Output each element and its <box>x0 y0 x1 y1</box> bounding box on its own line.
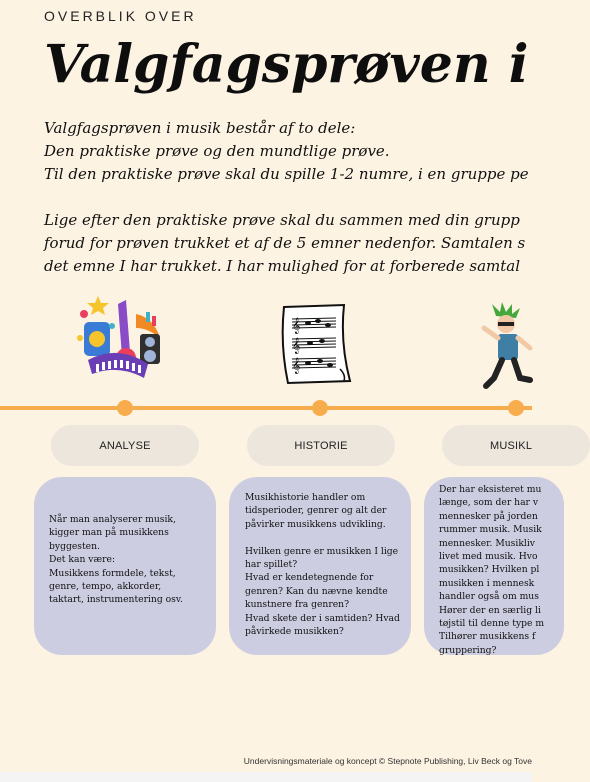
intro-line: Valgfagsprøven i musik består af to dele: <box>44 119 356 137</box>
timeline-dot <box>508 400 524 416</box>
intro-line: Lige efter den praktiske prøve skal du sammen med din grupp <box>44 211 520 229</box>
intro-line: det emne I har trukket. I har mulighed for at forberede samtal <box>44 257 521 275</box>
footer-credit: Undervisningsmateriale og koncept © Stepnote Publishing, Liv Beck og Tove <box>243 756 532 766</box>
page-eyebrow: OVERBLIK OVER <box>44 8 197 24</box>
topic-card-analyse <box>34 477 216 655</box>
topic-card-text: Der har eksisteret mu længe, som der har v mennesker på jorden rummer musik. Musik mennesker. Musikliv livet med musik. Hvo musikken? Hvilken pl musikken i mennesk handler også om mus Hører der en særlig li tøjstil til denne type m Tilhører musikkens f gruppering? <box>439 484 545 656</box>
topic-card-musikliv <box>424 477 564 655</box>
music-instruments-collage-icon <box>74 294 168 384</box>
page-title: Valgfagsprøven i <box>44 34 529 95</box>
svg-text:𝄞: 𝄞 <box>292 338 301 354</box>
topic-card-text: Musikhistorie handler om tidsperioder, genrer og alt der påvirker musikkens udvikling. Hvilken genre er musikken I lige har spillet? Hvad er kendetegnende for genren? Kan du nævne kendte kunstnere fra genren? Hvad skete der i samtiden? Hvad påvirkede musikken? <box>245 492 400 638</box>
topic-label-analyse: ANALYSE <box>51 425 199 466</box>
svg-text:𝄞: 𝄞 <box>292 318 301 334</box>
bottom-strip <box>0 772 532 782</box>
intro-line: Den praktiske prøve og den mundtlige prøve. <box>44 142 390 160</box>
sheet-music-icon <box>278 303 356 385</box>
topic-label-historie: HISTORIE <box>247 425 395 466</box>
punk-rocker-icon <box>482 302 532 390</box>
timeline-dot <box>312 400 328 416</box>
intro-line: Til den praktiske prøve skal du spille 1-2 numre, i en gruppe pe <box>44 165 529 183</box>
timeline-line <box>0 406 532 410</box>
intro-line: forud for prøven trukket et af de 5 emner nedenfor. Samtalen s <box>44 234 526 252</box>
topic-label-musikliv: MUSIKL <box>442 425 590 466</box>
intro-text <box>44 117 532 278</box>
topic-card-historie <box>229 477 411 655</box>
svg-text:𝄞: 𝄞 <box>292 358 301 374</box>
topic-card-text: Når man analyserer musik, kigger man på musikkens byggesten. Det kan være: Musikkens formdele, tekst, genre, tempo, akkorder, taktart, instrumentering osv. <box>49 514 183 606</box>
timeline-dot <box>117 400 133 416</box>
